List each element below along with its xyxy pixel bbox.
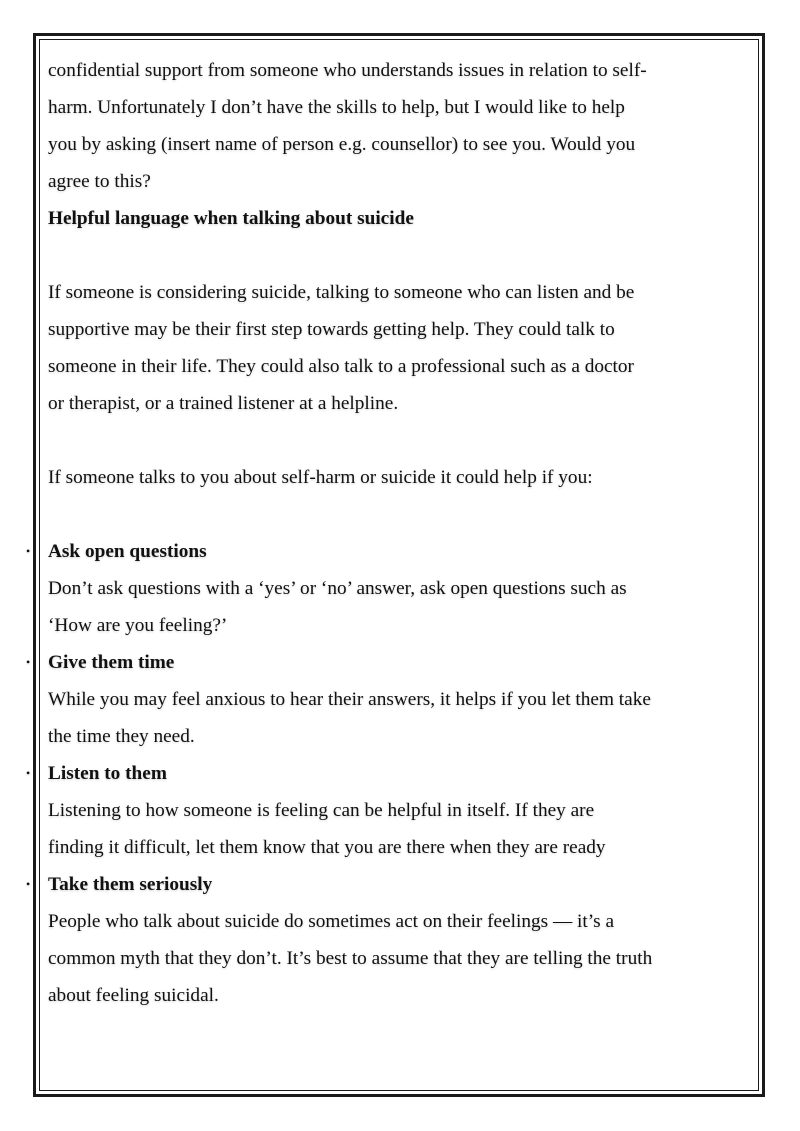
bullet-text-line: common myth that they don’t. It’s best to assume that they are telling the truth bbox=[48, 948, 653, 969]
bullet-text-line: the time they need. bbox=[48, 726, 195, 747]
bullet-list bbox=[26, 533, 738, 1014]
intro-line: agree to this? bbox=[48, 171, 151, 192]
paragraph-line: someone in their life. They could also talk to a professional such as a doctor bbox=[48, 356, 634, 377]
bullet-item-ask-open-questions bbox=[26, 533, 738, 644]
bullet-icon: • bbox=[26, 655, 31, 669]
bullet-icon: • bbox=[26, 766, 31, 780]
intro-line: harm. Unfortunately I don’t have the skills to help, but I would like to help bbox=[48, 97, 625, 118]
bullet-title: Take them seriously bbox=[48, 874, 213, 895]
document-body bbox=[26, 52, 738, 1014]
bullet-item-give-them-time bbox=[26, 644, 738, 755]
bullet-text-line: about feeling suicidal. bbox=[48, 985, 219, 1006]
bullet-text-line: ‘How are you feeling?’ bbox=[48, 615, 228, 636]
paragraph-considering-suicide bbox=[48, 274, 738, 422]
paragraph-line: supportive may be their first step towards getting help. They could talk to bbox=[48, 319, 615, 340]
bullet-title: Ask open questions bbox=[48, 541, 207, 562]
bullet-item-listen-to-them bbox=[26, 755, 738, 866]
intro-paragraph bbox=[48, 52, 738, 200]
bullet-text-line: finding it difficult, let them know that you are there when they are ready bbox=[48, 837, 606, 858]
bullet-icon: • bbox=[26, 877, 31, 891]
spacer bbox=[48, 496, 738, 533]
spacer bbox=[48, 237, 738, 274]
intro-line: you by asking (insert name of person e.g. counsellor) to see you. Would you bbox=[48, 134, 636, 155]
bullet-text-line: While you may feel anxious to hear their answers, it helps if you let them take bbox=[48, 689, 651, 710]
bullet-title: Listen to them bbox=[48, 763, 167, 784]
paragraph-line: or therapist, or a trained listener at a helpline. bbox=[48, 393, 399, 414]
bullet-title: Give them time bbox=[48, 652, 175, 673]
paragraph-it-could-help: If someone talks to you about self-harm or suicide it could help if you: bbox=[48, 467, 593, 488]
intro-line: confidential support from someone who understands issues in relation to self- bbox=[48, 60, 647, 81]
spacer bbox=[48, 422, 738, 459]
bullet-text-line: Listening to how someone is feeling can be helpful in itself. If they are bbox=[48, 800, 595, 821]
section-heading: Helpful language when talking about suicide bbox=[48, 208, 414, 229]
paragraph-line: If someone is considering suicide, talking to someone who can listen and be bbox=[48, 282, 635, 303]
bullet-text-line: People who talk about suicide do sometimes act on their feelings — it’s a bbox=[48, 911, 615, 932]
bullet-icon: • bbox=[26, 544, 31, 558]
bullet-item-take-them-seriously bbox=[26, 866, 738, 1014]
bullet-text-line: Don’t ask questions with a ‘yes’ or ‘no’ answer, ask open questions such as bbox=[48, 578, 627, 599]
